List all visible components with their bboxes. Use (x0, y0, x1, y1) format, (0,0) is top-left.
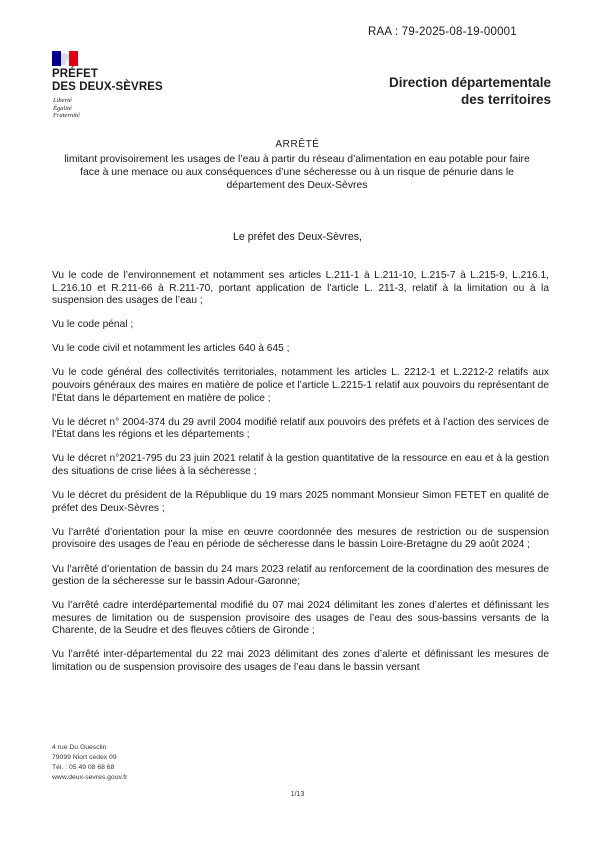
direction-line-2: des territoires (460, 92, 551, 107)
visa-paragraph: Vu l’arrêté d’orientation pour la mise en œuvre coordonnée des mesures de restriction ou de suspension provisoire des usages de l’eau en période de sécheresse dans le bassin Loire-Bretagne du 29 août 2024 ; (52, 526, 549, 551)
visa-paragraph: Vu le code de l’environnement et notamment ses articles L.211-1 à L.211-10, L.215-7 à L.215-9, L.216.1, L.216.10 et R.211-66 à R.211-70, portant application de l’article L. 211-3, relatif à la limitation ou à la suspension des usages de l’eau ; (52, 270, 549, 307)
page-number: 1/13 (290, 791, 305, 798)
prefecture-line-2: DES DEUX-SÈVRES (52, 80, 163, 93)
footer-city: 79099 Niort cedex 09 (52, 754, 117, 761)
visa-paragraph: Vu le code général des collectivités territoriales, notamment les articles L. 2212-1 et L.2212-2 relatifs aux pouvoirs généraux des maires en matière de police et l’article L.2215-1 relatif aux pouvoirs du représentant de l’État dans le département en matière de police ; (52, 367, 549, 404)
prefecture-name (52, 68, 163, 93)
visa-paragraph: Vu l’arrêté d’orientation de bassin du 24 mars 2023 relatif au renforcement de la coordination des mesures de gestion de la sécheresse sur le bassin Adour-Garonne; (52, 563, 549, 588)
visas-list (52, 270, 549, 686)
motto-egalite: Égalité (53, 104, 72, 112)
document-subtitle: limitant provisoirement les usages de l’eau à partir du réseau d’alimentation en eau potable pour faire face à une menace ou aux conséquences d’une sécheresse ou à un risque de pénurie dans le département des Deux-Sèvres (64, 154, 530, 192)
issuing-direction (389, 74, 551, 108)
visa-paragraph: Vu le décret n° 2004-374 du 29 avril 2004 modifié relatif aux pouvoirs des préfets et à l’action des services de l’État dans les régions et les départements ; (52, 416, 549, 441)
visa-paragraph: Vu l’arrêté inter-départemental du 22 mai 2023 délimitant des zones d’alerte et définissant les mesures de limitation ou de suspension provisoire des usages de l’eau dans le bassin versant (52, 649, 549, 674)
motto-fraternite: Fraternité (53, 112, 80, 120)
visa-paragraph: Vu le code pénal ; (52, 319, 134, 331)
direction-line-1: Direction départementale (388, 75, 551, 90)
issuer-line: Le préfet des Deux-Sèvres, (233, 231, 362, 243)
footer-phone: Tél. : 05 49 08 68 68 (52, 764, 115, 771)
motto-liberte: Liberté (53, 97, 72, 104)
footer-website: www.deux-sevres.gouv.fr (52, 774, 128, 781)
visa-paragraph: Vu l’arrêté cadre interdépartemental modifié du 07 mai 2024 délimitant les zones d’alertes et définissant les mesures de limitation ou de suspension provisoire des usages de l’eau des sous-bassins versants de la Charente, de la Seudre et des fleuves côtiers de Gironde ; (52, 600, 549, 637)
document-type: ARRÊTÉ (275, 139, 320, 150)
footer-street: 4 rue Du Guesclin (52, 744, 107, 751)
visa-paragraph: Vu le décret du président de la République du 19 mars 2025 nommant Monsieur Simon FETET en qualité de préfet des Deux-Sèvres ; (52, 490, 549, 514)
raa-reference: RAA : 79-2025-08-19-00001 (368, 26, 517, 38)
republic-motto (53, 97, 80, 120)
visa-paragraph: Vu le code civil et notamment les articles 640 à 645 ; (52, 343, 290, 355)
address-footer (52, 743, 127, 783)
prefecture-line-1: PRÉFET (52, 68, 98, 80)
visa-paragraph: Vu le décret n°2021-795 du 23 juin 2021 relatif à la gestion quantitative de la ressource en eau et à la gestion des situations de crise liées à la sécheresse ; (52, 453, 549, 478)
